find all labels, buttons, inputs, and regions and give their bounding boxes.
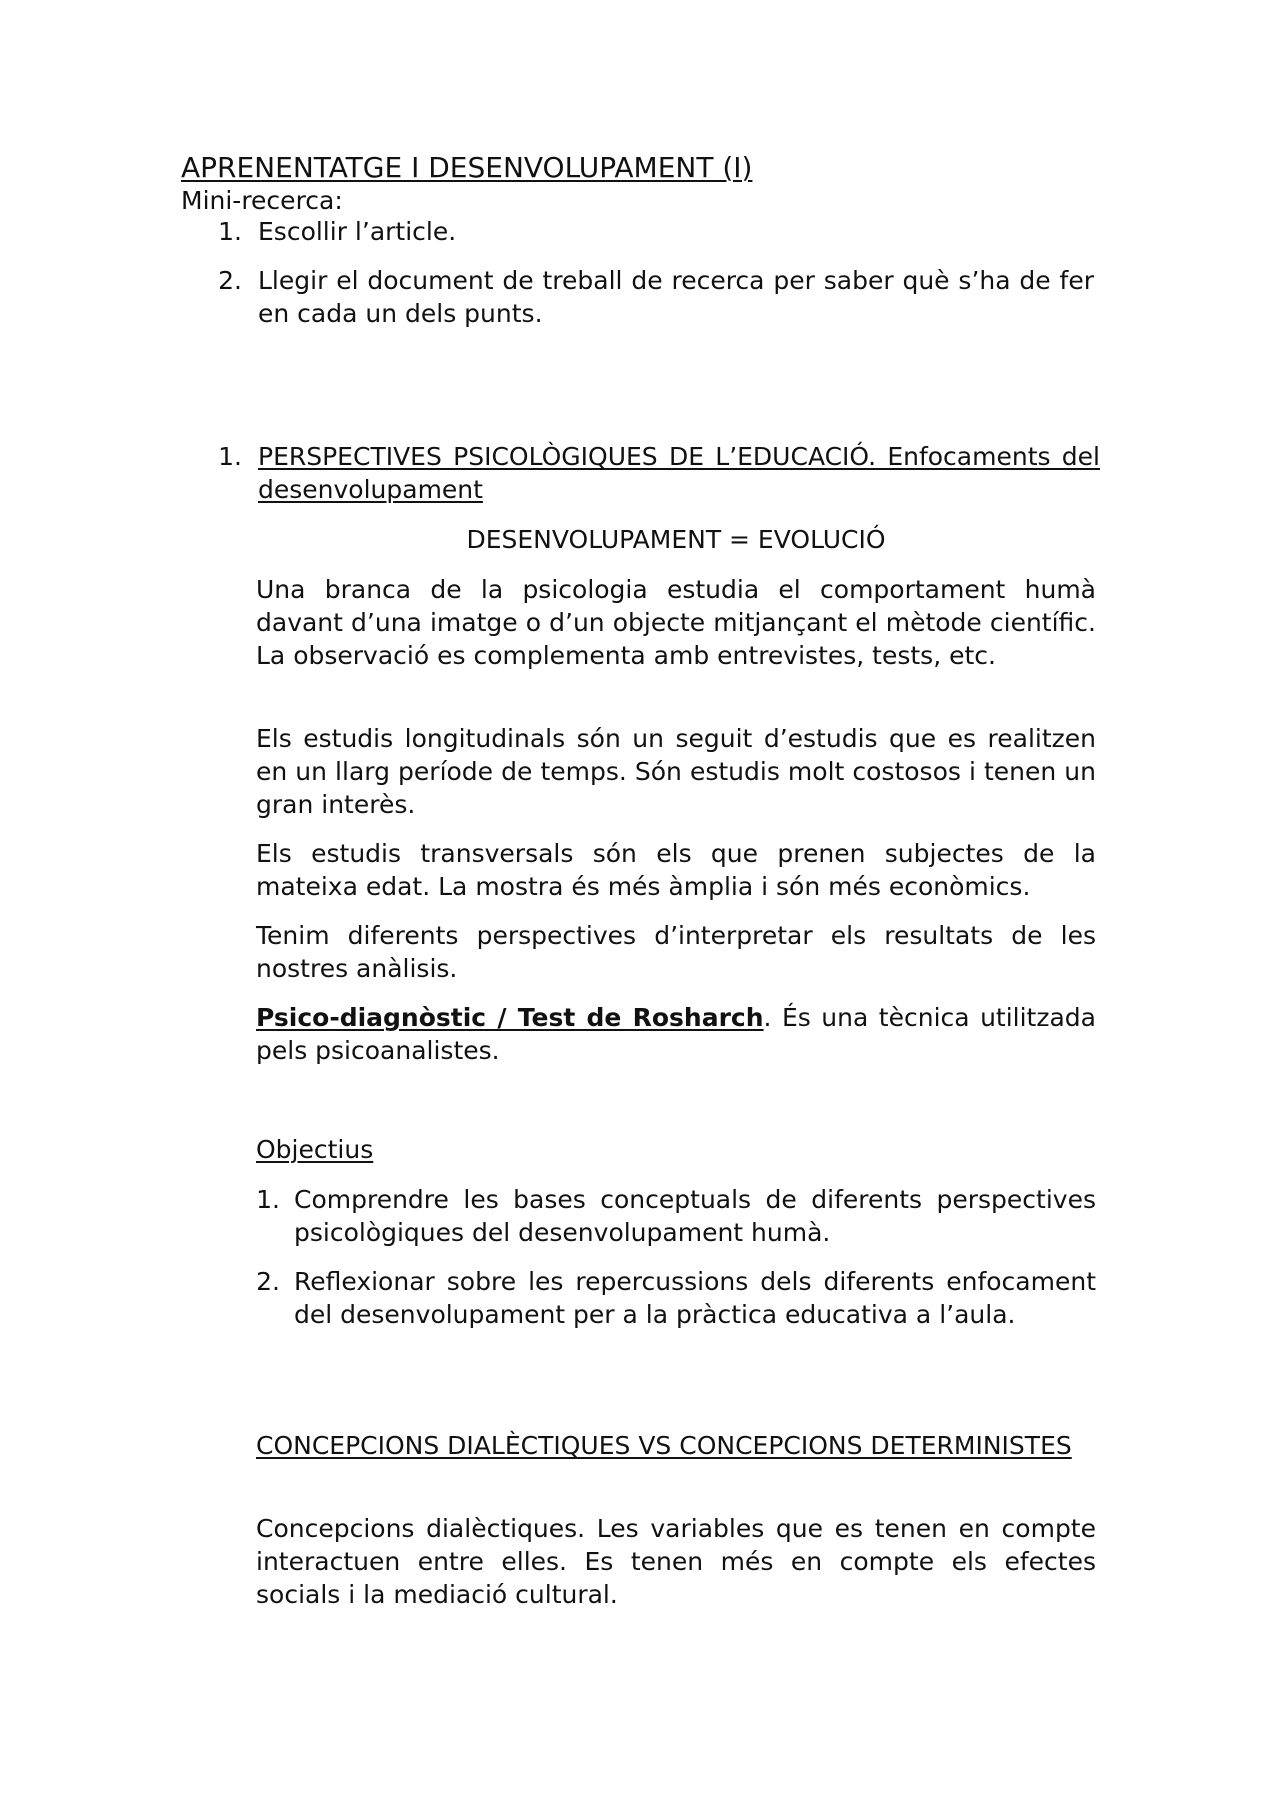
- list-item: Reflexionar sobre les repercussions dels diferents enfocament del desenvolupament per a la pràctica educativa a l’aula.: [294, 1267, 1096, 1329]
- list-item: Comprendre les bases conceptuals de diferents perspectives psicològiques del desenvolupament humà.: [294, 1185, 1096, 1247]
- paragraph: Tenim diferents perspectives d’interpretar els resultats de les nostres anàlisis.: [256, 921, 1096, 983]
- list-number: 1.: [218, 217, 242, 246]
- list-number: 2.: [256, 1267, 280, 1296]
- section-number: 1.: [218, 442, 242, 471]
- paragraph-text: . És una tècnica utilitzada pels psicoanalistes.: [256, 1003, 1096, 1065]
- paragraph: Una branca de la psicologia estudia el comportament humà davant d’una imatge o d’un objecte mitjançant el mètode científic. La observació es complementa amb entrevistes, tests, etc.: [256, 575, 1096, 670]
- paragraph: [256, 1001, 1096, 1067]
- list-item: Llegir el document de treball de recerca per saber què s’ha de fer en cada un dels punts.: [258, 266, 1094, 328]
- paragraph: Els estudis transversals són els que prenen subjectes de la mateixa edat. La mostra és més àmplia i són més econòmics.: [256, 839, 1096, 901]
- paragraph: Concepcions dialèctiques. Les variables que es tenen en compte interactuen entre elles. Es tenen més en compte els efectes socials i la mediació cultural.: [256, 1514, 1096, 1609]
- list-number: 2.: [218, 266, 242, 295]
- section-heading: PERSPECTIVES PSICOLÒGIQUES DE L’EDUCACIÓ. Enfocaments del desenvolupament: [258, 442, 1100, 504]
- equation-line: DESENVOLUPAMENT = EVOLUCIÓ: [466, 525, 886, 554]
- document-title: APRENENTATGE I DESENVOLUPAMENT (I): [181, 151, 753, 184]
- list-item: Escollir l’article.: [258, 217, 457, 246]
- paragraph: Els estudis longitudinals són un seguit d’estudis que es realitzen en un llarg període de temps. Són estudis molt costosos i tenen un gran interès.: [256, 724, 1096, 819]
- list-number: 1.: [256, 1185, 280, 1214]
- objectius-heading: Objectius: [256, 1135, 374, 1164]
- concepcions-heading: CONCEPCIONS DIALÈCTIQUES VS CONCEPCIONS DETERMINISTES: [256, 1431, 1072, 1460]
- document-subtitle: Mini-recerca:: [181, 186, 343, 215]
- bold-term: Psico-diagnòstic / Test de Rosharch: [256, 1003, 764, 1032]
